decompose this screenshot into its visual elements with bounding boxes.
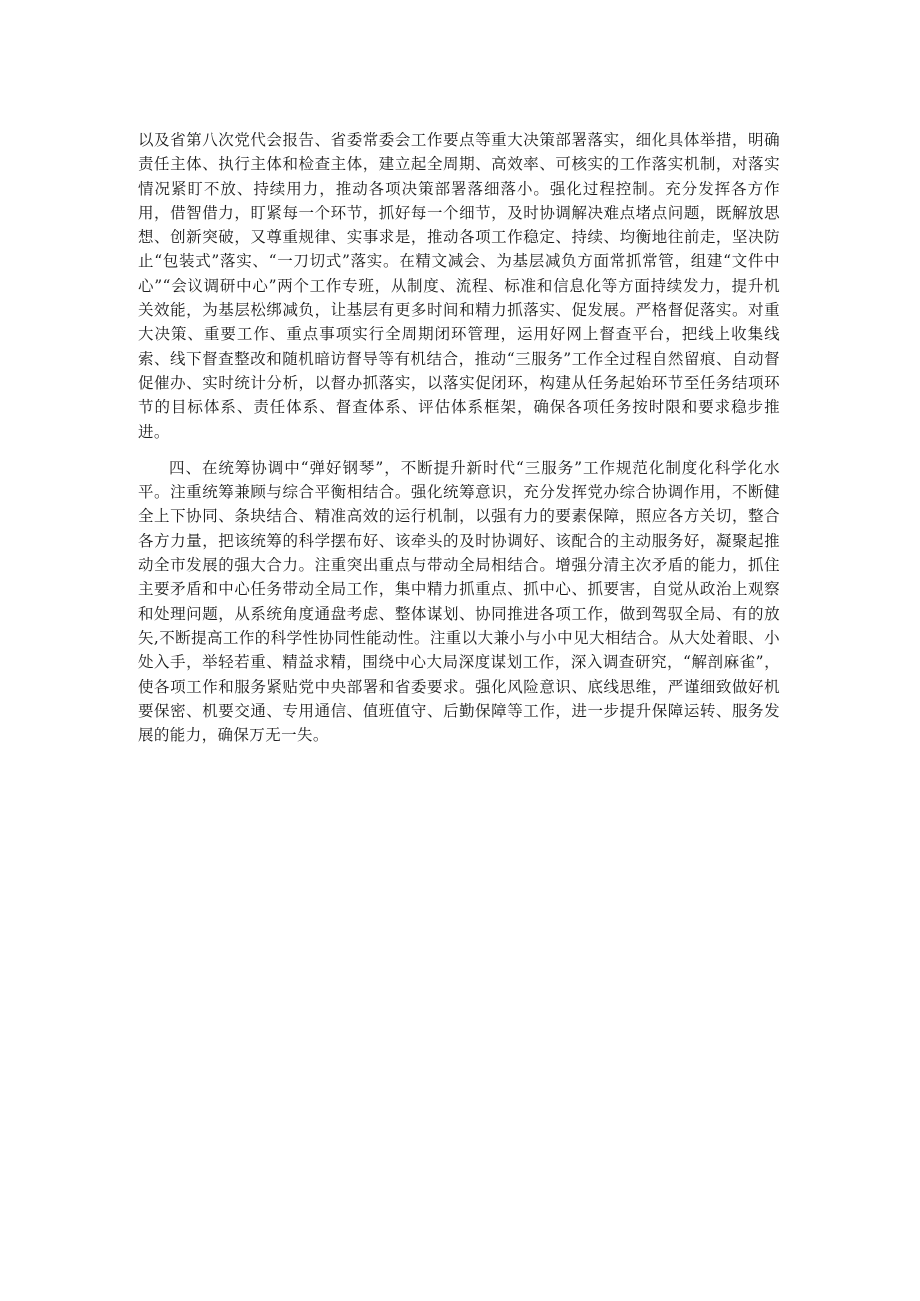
paragraph-continuation: 以及省第八次党代会报告、省委常委会工作要点等重大决策部署落实，细化具体举措，明确责任主体、执行主体和检查主体，建立起全周期、高效率、可核实的工作落实机制，对落实情况紧盯不放、持续用力，推动各项决策部署落细落小。强化过程控制。充分发挥各方作用，借智借力，盯紧每一个环节，抓好每一个细节，及时协调解决难点堵点问题，既解放思想、创新突破，又尊重规律、实事求是，推动各项工作稳定、持续、均衡地往前走，坚决防止“包装式”落实、“一刀切式”落实。在精文减会、为基层减负方面常抓常管，组建“文件中心”“会议调研中心”两个工作专班，从制度、流程、标准和信息化等方面持续发力，提升机关效能，为基层松绑减负，让基层有更多时间和精力抓落实、促发展。严格督促落实。对重大决策、重要工作、重点事项实行全周期闭环管理，运用好网上督查平台，把线上收集线索、线下督查整改和随机暗访督导等有机结合，推动“三服务”工作全过程自然留痕、自动督促催办、实时统计分析，以督办抓落实，以落实促闭环，构建从任务起始环节至任务结项环节的目标体系、责任体系、督查体系、评估体系框架，确保各项任务按时限和要求稳步推进。 [138,131,780,441]
paragraph-section-four: 四、在统筹协调中“弹好钢琴”，不断提升新时代“三服务”工作规范化制度化科学化水平。注重统筹兼顾与综合平衡相结合。强化统筹意识，充分发挥党办综合协调作用，不断健全上下协同、条块结合、精准高效的运行机制，以强有力的要素保障，照应各方关切，整合各方力量，把该统筹的科学摆布好、该牵头的及时协调好、该配合的主动服务好，凝聚起推动全市发展的强大合力。注重突出重点与带动全局相结合。增强分清主次矛盾的能力，抓住主要矛盾和中心任务带动全局工作，集中精力抓重点、抓中心、抓要害，自觉从政治上观察和处理问题，从系统角度通盘考虑、整体谋划、协同推进各项工作，做到驾驭全局、有的放矢,不断提高工作的科学性协同性能动性。注重以大兼小与小中见大相结合。从大处着眼、小处入手，举轻若重、精益求精，围绕中心大局深度谋划工作，深入调查研究，“解剖麻雀”，使各项工作和服务紧贴党中央部署和省委要求。强化风险意识、底线思维，严谨细致做好机要保密、机要交通、专用通信、值班值守、后勤保障等工作，进一步提升保障运转、服务发展的能力，确保万无一失。 [138,458,780,745]
document-body [138,128,780,747]
